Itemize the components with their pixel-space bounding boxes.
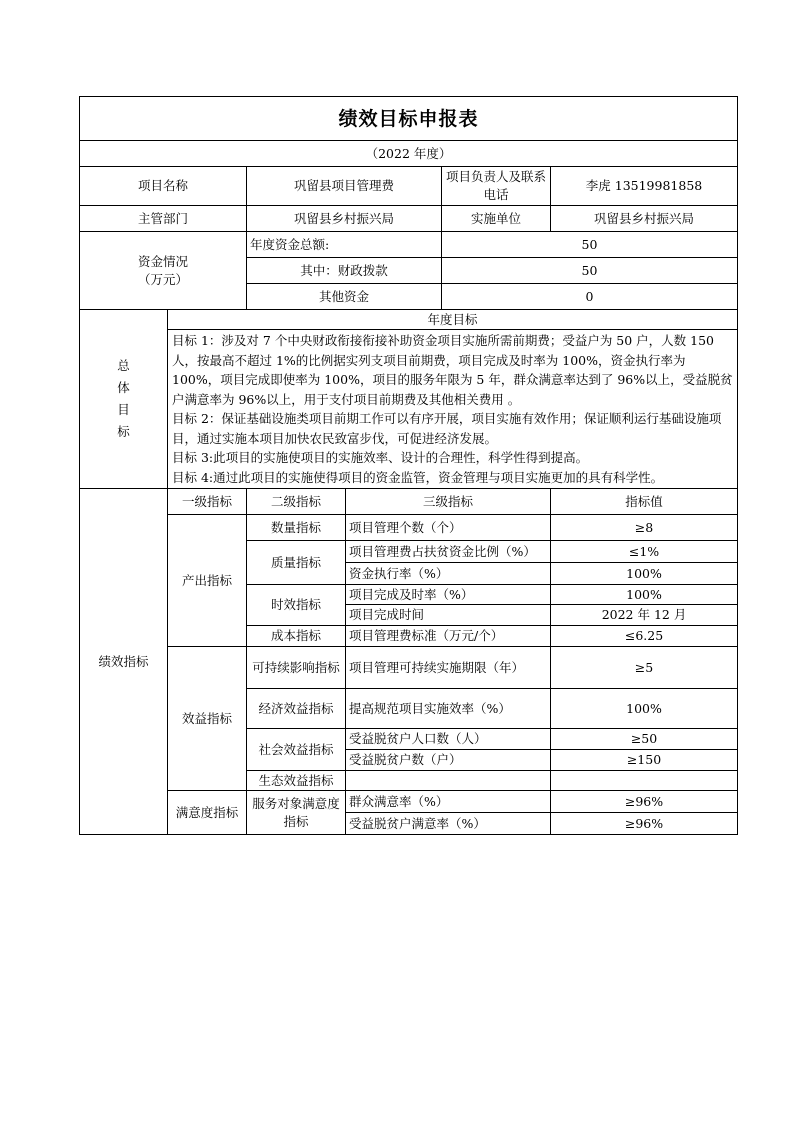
indicator-name: 项目管理可持续实施期限（年）: [346, 647, 551, 689]
cost-indicator-label: 成本指标: [247, 626, 346, 647]
performance-form-table: [79, 96, 738, 835]
indicator-name: 提高规范项目实施效率（%）: [346, 689, 551, 729]
indicator-value: 100%: [551, 689, 738, 729]
header-level3: 三级指标: [346, 489, 551, 515]
goal-item: 目标 1：涉及对 7 个中央财政衔接衔接补助资金项目实施所需前期费；受益户为 50 户，人数 150 人，按最高不超过 1%的比例据实列支项目前期费，项目完成及时率为 100%，资金执行率为 100%，项目完成即使率为 100%，项目的服务年限为 5 年，群众满意率达到了 96%以上，受益脱贫户满意率为 96%以上，用于支付项目前期费及其他相关费用 。: [172, 333, 733, 407]
header-level2: 二级指标: [247, 489, 346, 515]
goal-item: 目标 4:通过此项目的实施使得项目的资金监管，资金管理与项目实施更加的具有科学性。: [172, 469, 664, 485]
sustain-indicator-label: 可持续影响指标: [247, 647, 346, 689]
indicator-name: 项目管理个数（个）: [346, 515, 551, 541]
impl-value: 巩留县乡村振兴局: [551, 206, 738, 232]
indicator-value: ≥150: [551, 750, 738, 771]
indicator-value: 100%: [551, 563, 738, 585]
quantity-indicator-label: 数量指标: [247, 515, 346, 541]
funds-fiscal-value: 50: [442, 258, 738, 284]
indicator-value: ≥50: [551, 729, 738, 750]
goal-item: 目标 2：保证基础设施类项目前期工作可以有序开展，项目实施有效作用；保证顺利运行基础设施项目，通过实施本项目加快农民致富步伐，可促进经济发展。: [172, 411, 722, 446]
indicator-value: 2022 年 12 月: [551, 605, 738, 626]
indicator-name: 项目完成时间: [346, 605, 551, 626]
social-indicator-label: 社会效益指标: [247, 729, 346, 771]
indicator-name: 受益脱贫户数（户）: [346, 750, 551, 771]
indicator-value: ≤1%: [551, 541, 738, 563]
project-name-label: 项目名称: [80, 167, 247, 206]
perf-indicators-label: 绩效指标: [80, 489, 168, 835]
funds-other-label: 其他资金: [247, 284, 442, 310]
quality-indicator-label: 质量指标: [247, 541, 346, 585]
satisfaction-indicators-label: 满意度指标: [168, 791, 247, 835]
indicator-value-empty: [551, 771, 738, 791]
contact-label: 项目负责人及联系电话: [442, 167, 551, 206]
output-indicators-label: 产出指标: [168, 515, 247, 647]
project-name-value: 巩留县项目管理费: [247, 167, 442, 206]
funds-unit: （万元）: [137, 271, 188, 287]
indicator-value: ≥5: [551, 647, 738, 689]
indicator-value: ≤6.25: [551, 626, 738, 647]
indicator-value: 100%: [551, 585, 738, 605]
dept-value: 巩留县乡村振兴局: [247, 206, 442, 232]
header-level1: 一级指标: [168, 489, 247, 515]
indicator-name: 项目管理费标准（万元/个）: [346, 626, 551, 647]
eco-indicator-label: 生态效益指标: [247, 771, 346, 791]
indicator-name-empty: [346, 771, 551, 791]
time-indicator-label: 时效指标: [247, 585, 346, 626]
impl-label: 实施单位: [442, 206, 551, 232]
indicator-name: 受益脱贫户人口数（人）: [346, 729, 551, 750]
indicator-value: ≥96%: [551, 791, 738, 813]
funds-label: 资金情况: [137, 253, 188, 269]
indicator-name: 项目管理费占扶贫资金比例（%）: [346, 541, 551, 563]
annual-goals-header: 年度目标: [168, 310, 738, 330]
indicator-name: 受益脱贫户满意率（%）: [346, 813, 551, 835]
indicator-name: 项目完成及时率（%）: [346, 585, 551, 605]
indicator-value: ≥8: [551, 515, 738, 541]
form-title: 绩效目标申报表: [80, 97, 738, 141]
overall-goals-label: 总 体 目 标: [80, 310, 168, 489]
dept-label: 主管部门: [80, 206, 247, 232]
goal-item: 目标 3:此项目的实施使项目的实施效率、设计的合理性，科学性得到提高。: [172, 450, 589, 465]
form-year: （2022 年度）: [80, 141, 738, 167]
indicator-name: 资金执行率（%）: [346, 563, 551, 585]
indicator-name: 群众满意率（%）: [346, 791, 551, 813]
funds-total-label: 年度资金总额:: [247, 232, 442, 258]
funds-fiscal-label: 其中：财政拨款: [247, 258, 442, 284]
benefit-indicators-label: 效益指标: [168, 647, 247, 791]
funds-label-cell: [80, 232, 247, 310]
contact-value: 李虎 13519981858: [551, 167, 738, 206]
econ-indicator-label: 经济效益指标: [247, 689, 346, 729]
indicator-value: ≥96%: [551, 813, 738, 835]
service-satisfaction-label: 服务对象满意度指标: [247, 791, 346, 835]
funds-total-value: 50: [442, 232, 738, 258]
header-value: 指标值: [551, 489, 738, 515]
funds-other-value: 0: [442, 284, 738, 310]
annual-goals-text: [168, 330, 738, 489]
